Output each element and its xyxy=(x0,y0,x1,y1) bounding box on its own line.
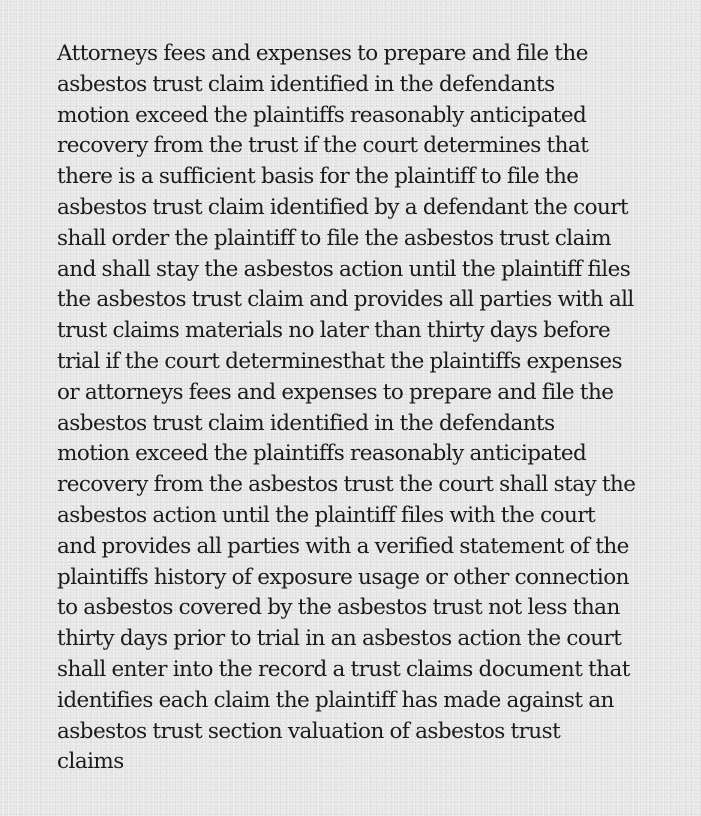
text-line: asbestos trust section valuation of asbestos trust xyxy=(57,718,561,744)
text-line: there is a sufficient basis for the plaintiff to file the xyxy=(57,164,579,190)
text-line: claims xyxy=(57,749,124,775)
text-line: plaintiffs history of exposure usage or other connection xyxy=(57,564,629,590)
text-line: recovery from the asbestos trust the court shall stay the xyxy=(57,472,636,498)
text-line: motion exceed the plaintiffs reasonably anticipated xyxy=(57,102,587,128)
text-line: identifies each claim the plaintiff has made against an xyxy=(57,687,614,713)
text-line: Attorneys fees and expenses to prepare and file the xyxy=(57,41,588,66)
text-line: asbestos action until the plaintiff files with the court xyxy=(57,502,596,528)
text-line: or attorneys fees and expenses to prepare and file the xyxy=(57,379,614,405)
text-line: motion exceed the plaintiffs reasonably anticipated xyxy=(57,441,587,467)
body-text xyxy=(57,39,661,778)
text-line: asbestos trust claim identified in the defendants xyxy=(57,410,555,436)
text-line: and provides all parties with a verified statement of the xyxy=(57,533,629,559)
text-line: trust claims materials no later than thirty days before xyxy=(57,318,611,344)
text-line: trial if the court determinesthat the plaintiffs expenses xyxy=(57,348,623,374)
text-line: thirty days prior to trial in an asbestos action the court xyxy=(57,626,622,652)
text-line: the asbestos trust claim and provides all parties with all xyxy=(57,287,634,313)
text-line: shall enter into the record a trust claims document that xyxy=(57,656,630,682)
text-line: asbestos trust claim identified in the defendants xyxy=(57,71,555,97)
text-line: recovery from the trust if the court determines that xyxy=(57,133,589,159)
text-line: shall order the plaintiff to file the asbestos trust claim xyxy=(57,225,612,251)
text-line: asbestos trust claim identified by a defendant the court xyxy=(57,194,629,220)
text-line: and shall stay the asbestos action until the plaintiff files xyxy=(57,256,631,282)
text-line: to asbestos covered by the asbestos trust not less than xyxy=(57,595,620,621)
